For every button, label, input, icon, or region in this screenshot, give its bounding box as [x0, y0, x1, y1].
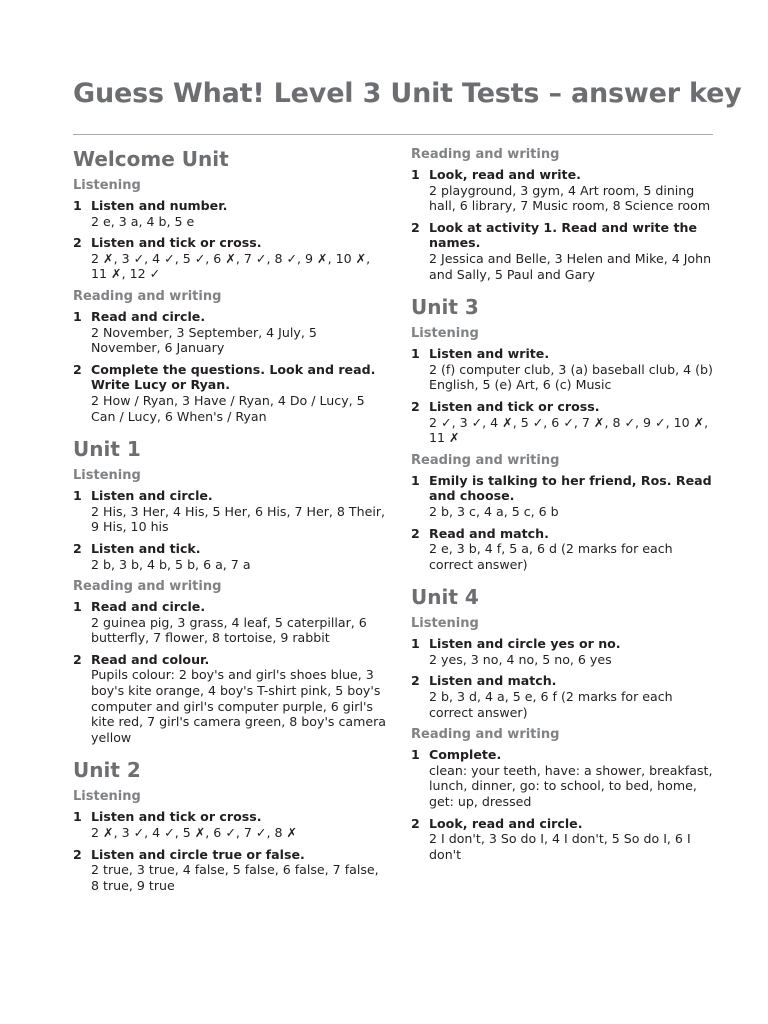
answer-text: 2 How / Ryan, 3 Have / Ryan, 4 Do / Lucy, 5 Can / Lucy, 6 When's / Ryan [91, 392, 365, 424]
question-number: 2 [411, 398, 420, 414]
question-instruction: Listen and number. [91, 198, 228, 213]
question-item [73, 488, 388, 535]
question-number: 1 [73, 488, 82, 504]
section-label: Reading and writing [73, 579, 222, 595]
unit-block [73, 146, 388, 424]
question-instruction: Look, read and write. [429, 167, 581, 182]
question-item [411, 346, 716, 393]
unit-block [73, 436, 388, 745]
question-item [73, 198, 388, 229]
answer-text: 2 b, 3 c, 4 a, 5 c, 6 b [429, 503, 559, 519]
answer-text: 2 His, 3 Her, 4 His, 5 Her, 6 His, 7 Her, 8 Their, 9 His, 10 his [91, 503, 386, 535]
question-item [73, 235, 388, 282]
answer-text: 2 I don't, 3 So do I, 4 I don't, 5 So do I, 6 I don't [429, 831, 691, 862]
question-number: 1 [73, 198, 82, 213]
section [411, 325, 716, 446]
question-item [73, 541, 388, 572]
question-instruction: Complete the questions. Look and read. Write Lucy or Ryan. [91, 361, 376, 393]
section [411, 726, 716, 862]
section [73, 578, 388, 745]
answer-text: 2 (f) computer club, 3 (a) baseball club, 4 (b) English, 5 (e) Art, 6 (c) Music [429, 361, 713, 393]
right-column [411, 146, 716, 868]
question-instruction: Read and match. [429, 525, 549, 541]
question-item [411, 399, 716, 446]
answer-text: 2 November, 3 September, 4 July, 5 November, 6 January [91, 324, 317, 356]
answer-text: 2 e, 3 a, 4 b, 5 e [91, 213, 195, 229]
answer-text: Pupils colour: 2 boy's and girl's shoes blue, 3 boy's kite orange, 4 boy's T-shirt pink, 5 boy's computer and girl's computer purple, 6 girl's kite red, 7 girl's camera green, 8 boy's camera yellow [91, 667, 387, 745]
question-item [73, 809, 388, 840]
question-item [411, 816, 716, 863]
question-instruction: Listen and tick or cross. [91, 809, 262, 825]
answer-text: 2 playground, 3 gym, 4 Art room, 5 dining hall, 6 library, 7 Music room, 8 Science room [429, 182, 711, 214]
question-item [73, 309, 388, 356]
section-label: Reading and writing [411, 147, 560, 162]
question-item [411, 673, 716, 720]
question-instruction: Read and circle. [91, 599, 206, 615]
question-number: 2 [73, 540, 82, 556]
unit-title: Unit 3 [411, 295, 479, 320]
answer-text: 2 ✓, 3 ✓, 4 ✗, 5 ✓, 6 ✓, 7 ✗, 8 ✓, 9 ✓, 10 ✗, 11 ✗ [429, 414, 709, 446]
question-item [411, 526, 716, 573]
section [73, 788, 388, 893]
answer-text: clean: your teeth, have: a shower, breakfast, lunch, dinner, go: to school, to bed, home, get: up, dressed [429, 762, 713, 810]
question-number: 1 [411, 747, 420, 763]
question-instruction: Look at activity 1. Read and write the names. [429, 219, 697, 251]
question-number: 1 [411, 346, 420, 362]
question-number: 2 [73, 651, 82, 667]
section [411, 452, 716, 573]
question-number: 1 [73, 809, 82, 825]
answer-text: 2 e, 3 b, 4 f, 5 a, 6 d (2 marks for each correct answer) [429, 541, 673, 572]
unit-block [411, 584, 716, 862]
question-item [411, 167, 716, 214]
question-number: 2 [411, 673, 420, 689]
unit-block [411, 294, 716, 572]
question-item [411, 747, 716, 809]
question-number: 2 [73, 235, 82, 251]
answer-text: 2 b, 3 b, 4 b, 5 b, 6 a, 7 a [91, 556, 251, 572]
title-divider [73, 134, 713, 135]
answer-text: 2 ✗, 3 ✓, 4 ✓, 5 ✓, 6 ✗, 7 ✓, 8 ✓, 9 ✗, 10 ✗, 11 ✗, 12 ✓ [91, 250, 371, 282]
left-column [73, 146, 388, 899]
question-item [73, 362, 388, 424]
question-instruction: Listen and tick or cross. [91, 235, 262, 251]
unit-block [73, 757, 388, 893]
question-item [411, 220, 716, 282]
question-instruction: Listen and circle true or false. [91, 846, 305, 862]
question-item [73, 652, 388, 746]
question-number: 1 [411, 167, 420, 182]
answer-text: 2 Jessica and Belle, 3 Helen and Mike, 4 John and Sally, 5 Paul and Gary [429, 250, 712, 282]
question-number: 2 [73, 361, 82, 377]
section [73, 467, 388, 572]
answer-text: 2 yes, 3 no, 4 no, 5 no, 6 yes [429, 651, 612, 667]
question-item [73, 847, 388, 894]
question-item [411, 473, 716, 520]
unit-title: Unit 2 [73, 758, 141, 783]
section-label: Reading and writing [73, 288, 222, 304]
section [73, 288, 388, 424]
question-instruction: Read and circle. [91, 308, 206, 324]
question-number: 1 [411, 636, 420, 652]
section-label: Listening [411, 616, 479, 632]
section [411, 615, 716, 720]
unit-title: Unit 1 [73, 437, 141, 462]
section-label: Listening [73, 468, 141, 484]
question-instruction: Listen and circle yes or no. [429, 636, 621, 652]
answer-text: 2 true, 3 true, 4 false, 5 false, 6 false, 7 false, 8 true, 9 true [91, 862, 379, 893]
answer-text: 2 guinea pig, 3 grass, 4 leaf, 5 caterpillar, 6 butterfly, 7 flower, 8 tortoise, 9 rabbit [91, 614, 367, 646]
question-number: 1 [73, 308, 82, 324]
question-number: 1 [73, 599, 82, 615]
section [73, 177, 388, 282]
question-instruction: Listen and tick or cross. [429, 398, 600, 414]
question-instruction: Complete. [429, 747, 502, 763]
question-instruction: Listen and write. [429, 346, 550, 362]
question-instruction: Listen and circle. [91, 488, 213, 504]
section-label: Listening [73, 789, 141, 805]
unit-title: Welcome Unit [73, 147, 229, 171]
page-title: Guess What! Level 3 Unit Tests – answer key [73, 78, 742, 109]
unit-block [411, 146, 716, 282]
question-instruction: Listen and match. [429, 673, 557, 689]
unit-title: Unit 4 [411, 585, 479, 610]
question-instruction: Emily is talking to her friend, Ros. Read and choose. [429, 472, 712, 504]
section-label: Listening [411, 326, 479, 342]
answer-text: 2 ✗, 3 ✓, 4 ✓, 5 ✗, 6 ✓, 7 ✓, 8 ✗ [91, 825, 298, 841]
question-instruction: Look, read and circle. [429, 815, 583, 831]
question-instruction: Listen and tick. [91, 540, 201, 556]
question-number: 1 [411, 472, 420, 488]
question-number: 2 [411, 525, 420, 541]
section-label: Reading and writing [411, 727, 560, 743]
question-number: 2 [411, 219, 420, 235]
question-item [73, 599, 388, 646]
question-number: 2 [73, 846, 82, 862]
question-instruction: Read and colour. [91, 651, 210, 667]
section [411, 146, 716, 282]
section-label: Listening [73, 178, 141, 193]
answer-text: 2 b, 3 d, 4 a, 5 e, 6 f (2 marks for each correct answer) [429, 689, 673, 720]
section-label: Reading and writing [411, 452, 560, 468]
question-number: 2 [411, 815, 420, 831]
question-item [411, 636, 716, 667]
